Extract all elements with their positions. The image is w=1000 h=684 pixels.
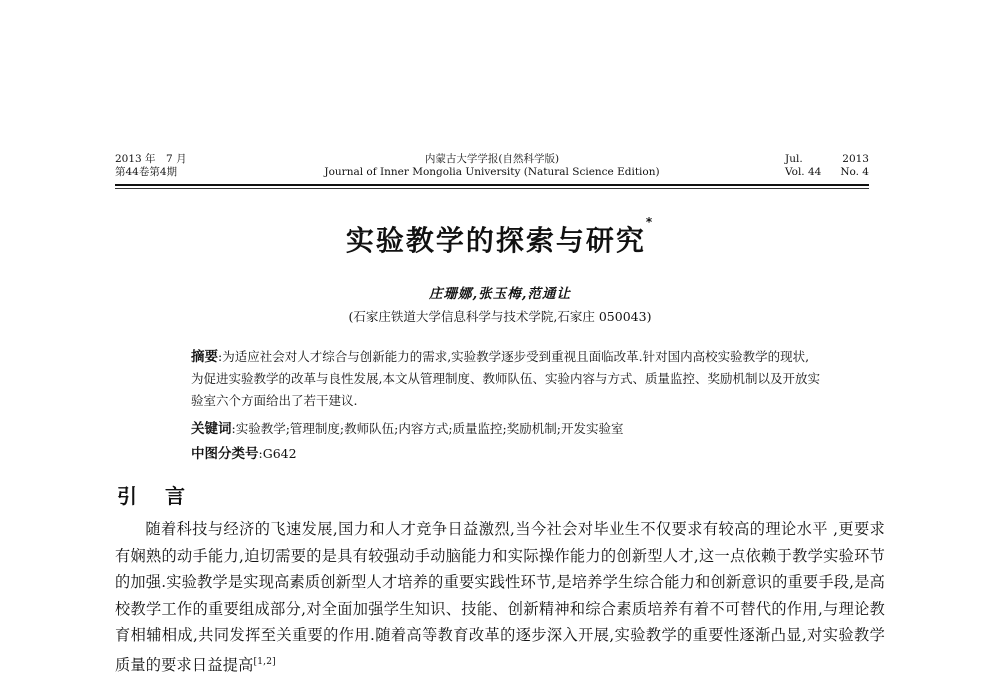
- title-footnote-mark: *: [645, 215, 655, 229]
- header-year-en: 2013: [842, 153, 869, 165]
- header-rule-thick: [115, 184, 869, 186]
- abstract: [191, 346, 821, 412]
- body-citation: [1,2]: [253, 656, 276, 667]
- header-volume-cn: 第44卷第4期: [115, 166, 178, 178]
- header-vol-en: Vol. 44: [785, 166, 822, 178]
- body-paragraph: [115, 516, 885, 678]
- section-title-introduction: 引言: [117, 484, 213, 508]
- classification-text: :G642: [258, 446, 297, 461]
- classification-label: 中图分类号: [191, 446, 259, 462]
- header-no-en: No. 4: [840, 166, 869, 178]
- header-date-cn: 2013 年 7 月: [115, 153, 187, 165]
- paper-affiliation: (石家庄铁道大学信息科学与技术学院,石家庄 050043): [348, 309, 652, 324]
- paper-title-text: 实验教学的探索与研究: [345, 224, 646, 257]
- body-paragraph-text: 随着科技与经济的飞速发展,国力和人才竞争日益激烈,当今社会对毕业生不仅要求有较高的理论水平 ,更要求有娴熟的动手能力,迫切需要的是具有较强动手动脑能力和实际操作能力的创新型人才,这一点依赖于教学实验环节的加强.实验教学是实现高素质创新型人才培养的重要实践性环节,是培养学生综合能力和创新意识的重要手段,是高校教学工作的重要组成部分,对全面加强学生知识、技能、创新精神和综合素质培养有着不可替代的作用,与理论教育相辅相成,共同发挥至关重要的作用.随着高等教育改革的逐步深入开展,实验教学的重要性逐渐凸显,对实验教学质量的要求日益提高: [115, 520, 885, 674]
- keywords: [191, 417, 623, 437]
- header-rule-thin: [115, 188, 869, 189]
- abstract-label: 摘要: [191, 349, 218, 365]
- paper-title: [0, 215, 1000, 259]
- header-center: [115, 153, 869, 179]
- keywords-label: 关键词: [191, 421, 232, 437]
- header-journal-cn: 内蒙古大学学报(自然科学版): [424, 153, 560, 165]
- header-journal-en: Journal of Inner Mongolia University (Natural Science Edition): [324, 166, 660, 178]
- keywords-text: :实验教学;管理制度;教师队伍;内容方式;质量监控;奖励机制;开发实验室: [231, 421, 624, 436]
- header-month-en: Jul.: [785, 153, 803, 165]
- classification: [191, 442, 297, 462]
- header-right: [785, 153, 869, 179]
- abstract-text: :为适应社会对人才综合与创新能力的需求,实验教学逐步受到重视且面临改革.针对国内高校实验教学的现状,为促进实验教学的改革与良性发展,本文从管理制度、教师队伍、实验内容与方式、质量监控、奖励机制以及开放实验室六个方面给出了若干建议.: [191, 349, 820, 408]
- paper-authors: 庄珊娜,张玉梅,范通让: [429, 286, 571, 302]
- journal-header: [115, 153, 869, 181]
